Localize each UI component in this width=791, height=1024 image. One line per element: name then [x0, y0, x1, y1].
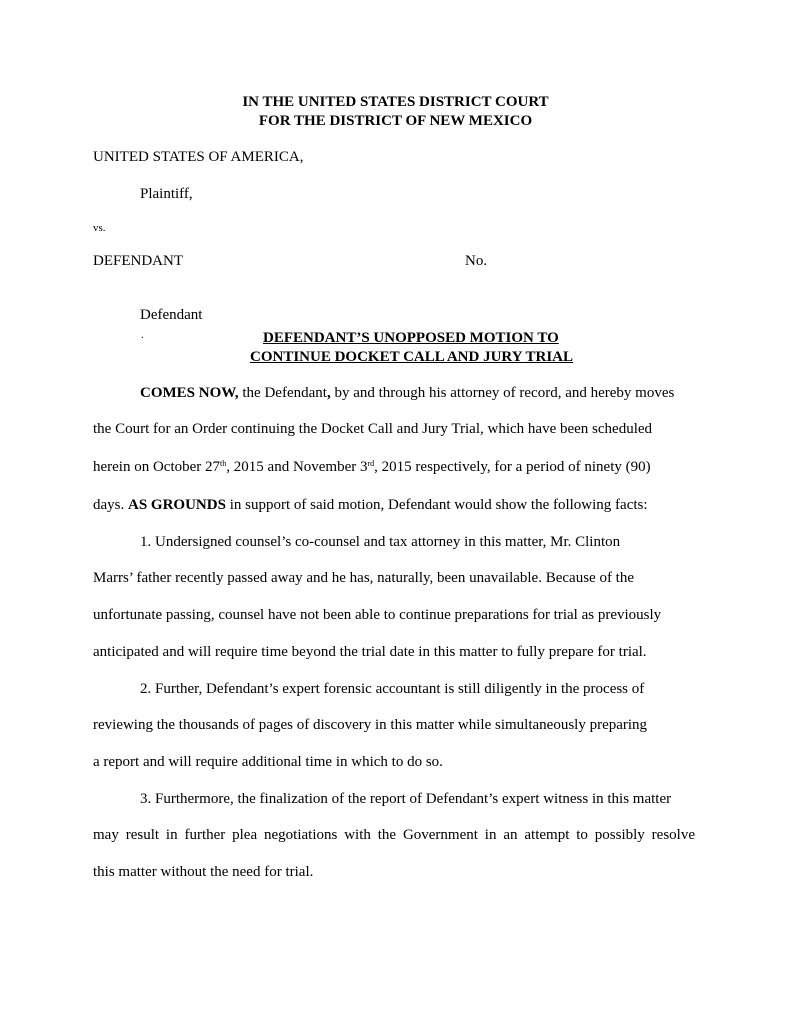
court-heading-line1: IN THE UNITED STATES DISTRICT COURT — [242, 94, 549, 110]
intro-line1 — [140, 385, 695, 402]
para1-line4: anticipated and will require time beyond the trial date in this matter to fully prepare for trial. — [93, 644, 647, 660]
intro-line3-c: , 2015 respectively, for a period of ninety (90) — [374, 459, 651, 475]
intro-line1-comma: , — [326, 385, 331, 401]
comes-now: COMES NOW, — [140, 385, 239, 401]
para2-line3: a report and will require additional time in which to do so. — [93, 754, 443, 770]
intro-line4-a: days. — [93, 497, 128, 513]
para1-line3: unfortunate passing, counsel have not been able to continue preparations for trial as previously — [93, 607, 662, 623]
caption-dot: . — [141, 329, 144, 341]
defendant-role: Defendant — [140, 307, 203, 323]
intro-line3-b: , 2015 and November 3 — [226, 459, 368, 475]
intro-line1-c: by and through his attorney of record, and hereby moves — [330, 385, 675, 401]
para2-line1: 2. Further, Defendant’s expert forensic accountant is still diligently in the process of — [140, 681, 645, 697]
ordinal-rd: rd — [367, 459, 375, 468]
para2-line2: reviewing the thousands of pages of discovery in this matter while simultaneously preparing — [93, 717, 648, 733]
court-heading-line2: FOR THE DISTRICT OF NEW MEXICO — [258, 113, 533, 129]
intro-line1-a: the Defendant — [238, 385, 327, 401]
motion-title-line2: CONTINUE DOCKET CALL AND JURY TRIAL — [250, 349, 574, 365]
case-number-label: No. — [465, 253, 488, 269]
ordinal-th: th — [220, 459, 227, 468]
motion-title-line1: DEFENDANT’S UNOPPOSED MOTION TO — [263, 330, 559, 346]
para3-line2: may result in further plea negotiations with the Government in an attempt to possibly resolve — [93, 827, 695, 843]
versus: vs. — [93, 222, 106, 234]
plaintiff-name: UNITED STATES OF AMERICA, — [93, 149, 304, 165]
intro-line2: the Court for an Order continuing the Docket Call and Jury Trial, which have been scheduled — [93, 421, 653, 437]
intro-line3 — [93, 459, 695, 476]
defendant-name: DEFENDANT — [93, 253, 183, 269]
plaintiff-role: Plaintiff, — [140, 186, 193, 202]
para3-line3: this matter without the need for trial. — [93, 864, 314, 880]
para3-line1: 3. Furthermore, the finalization of the report of Defendant’s expert witness in this matter — [140, 791, 672, 807]
para1-line2: Marrs’ father recently passed away and he has, naturally, been unavailable. Because of the — [93, 570, 635, 586]
as-grounds: AS GROUNDS — [128, 497, 226, 513]
intro-line4-b: in support of said motion, Defendant would show the following facts: — [225, 497, 648, 513]
para1-line1: 1. Undersigned counsel’s co-counsel and tax attorney in this matter, Mr. Clinton — [140, 534, 621, 550]
intro-line4 — [93, 497, 695, 514]
intro-line3-a: herein on October 27 — [93, 459, 221, 475]
